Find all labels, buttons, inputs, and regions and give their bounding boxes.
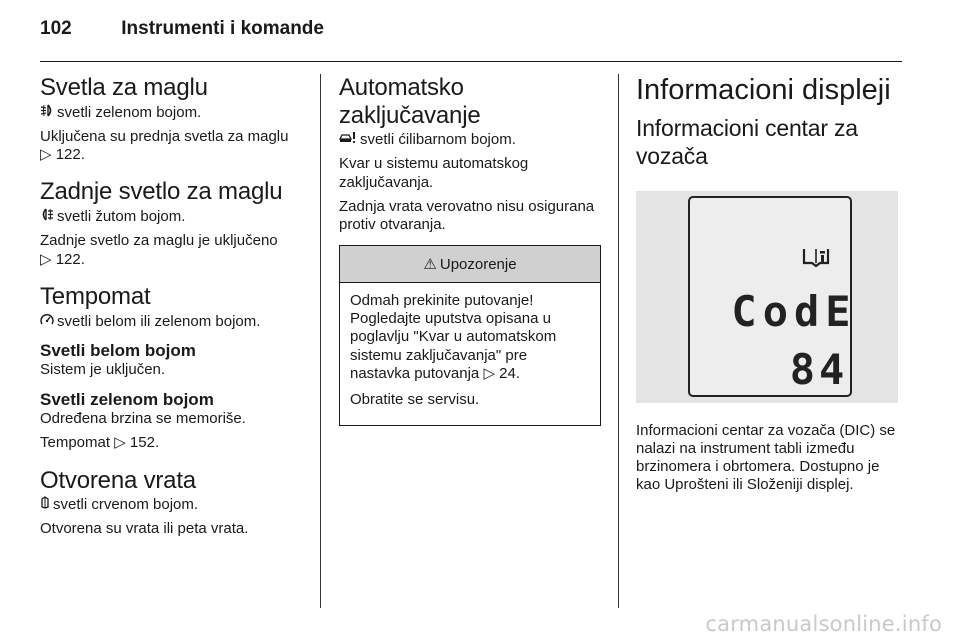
- column-right: [636, 74, 906, 501]
- section-rear-fog-light: [40, 178, 308, 268]
- page-ref[interactable]: 122.: [55, 146, 85, 164]
- status-line: svetli ćilibarnom bojom.: [339, 131, 603, 149]
- page-header: [40, 18, 324, 40]
- body-text: Otvorena su vrata ili peta vrata.: [40, 520, 249, 538]
- display-code-value: 84: [789, 344, 849, 394]
- status-line: svetli crvenom bojom.: [40, 496, 308, 514]
- section-heading: Otvorena vrata: [40, 466, 196, 494]
- header-rule: [40, 61, 902, 62]
- warning-title: ⚠ Upozorenje: [340, 246, 600, 283]
- section-heading: Informacioni centar za vozača: [636, 115, 858, 169]
- page-number: 102: [40, 18, 72, 39]
- front-fog-light-icon: [40, 104, 54, 121]
- dic-display-figure: [636, 191, 898, 403]
- chapter-title: Instrumenti i komande: [121, 18, 324, 39]
- page-ref-arrow-icon: ▷: [114, 434, 126, 452]
- section-fog-lights: [40, 74, 308, 164]
- subheading: Svetli zelenom bojom: [40, 389, 214, 409]
- warning-body: [340, 283, 600, 426]
- status-line: svetli belom ili zelenom bojom.: [40, 313, 308, 331]
- warning-text: Odmah prekinite putovanje! Pogledajte uputstva opisana u poglavlju "Kvar u automatskom sistemu zaključavanja" pre nastavka putovanja ▷ 24.: [350, 291, 557, 382]
- cruise-control-icon: [40, 313, 54, 330]
- page-ref-arrow-icon: ▷: [483, 364, 495, 382]
- body-text: Zadnja vrata verovatno nisu osigurana protiv otvaranja.: [339, 198, 595, 234]
- page-ref-arrow-icon: ▷: [40, 146, 52, 164]
- body-text: Tempomat ▷ 152.: [40, 434, 160, 452]
- body-text: Određena brzina se memoriše.: [40, 409, 246, 427]
- autolock-fault-icon: [339, 131, 357, 148]
- display-code-label: CodE: [731, 286, 857, 336]
- column-left: [40, 74, 308, 545]
- watermark: carmanualsonline.info: [705, 612, 942, 636]
- page-ref[interactable]: 152.: [129, 434, 160, 452]
- open-door-icon: [40, 496, 50, 513]
- subheading: Svetli belom bojom: [40, 340, 196, 360]
- page-ref[interactable]: 122.: [55, 250, 85, 268]
- section-heading: Automatsko zaključavanje: [339, 74, 481, 129]
- section-heading: Zadnje svetlo za maglu: [40, 178, 283, 206]
- body-text: Kvar u sistemu automatskog zaključavanja.: [339, 155, 529, 191]
- chapter-section-heading: Informacioni displeji: [636, 74, 891, 106]
- warning-text: Obratite se servisu.: [350, 391, 480, 409]
- section-open-door: [40, 467, 308, 539]
- body-text: Uključena su prednja svetla za maglu ▷ 122.: [40, 127, 289, 164]
- rear-fog-light-icon: [40, 208, 54, 225]
- body-text: Informacioni centar za vozača (DIC) se nalazi na instrument tabli između brzinomera i obrtomera. Dostupno je kao Uprošteni ili Složeniji displej.: [636, 421, 896, 494]
- page-ref-arrow-icon: ▷: [40, 250, 52, 268]
- warning-box: [339, 245, 601, 427]
- column-divider: [618, 74, 619, 608]
- body-text: Sistem je uključen.: [40, 361, 166, 379]
- section-heading: Tempomat: [40, 282, 151, 310]
- body-text: Zadnje svetlo za maglu je uključeno ▷ 122.: [40, 232, 278, 268]
- status-line: svetli zelenom bojom.: [40, 104, 308, 122]
- section-cruise-control: [40, 283, 308, 453]
- page-ref[interactable]: 24.: [499, 364, 521, 382]
- column-middle: [339, 74, 603, 426]
- warning-triangle-icon: ⚠: [423, 255, 437, 273]
- section-heading: Svetla za maglu: [40, 74, 208, 101]
- status-line: svetli žutom bojom.: [40, 208, 308, 226]
- column-divider: [320, 74, 321, 608]
